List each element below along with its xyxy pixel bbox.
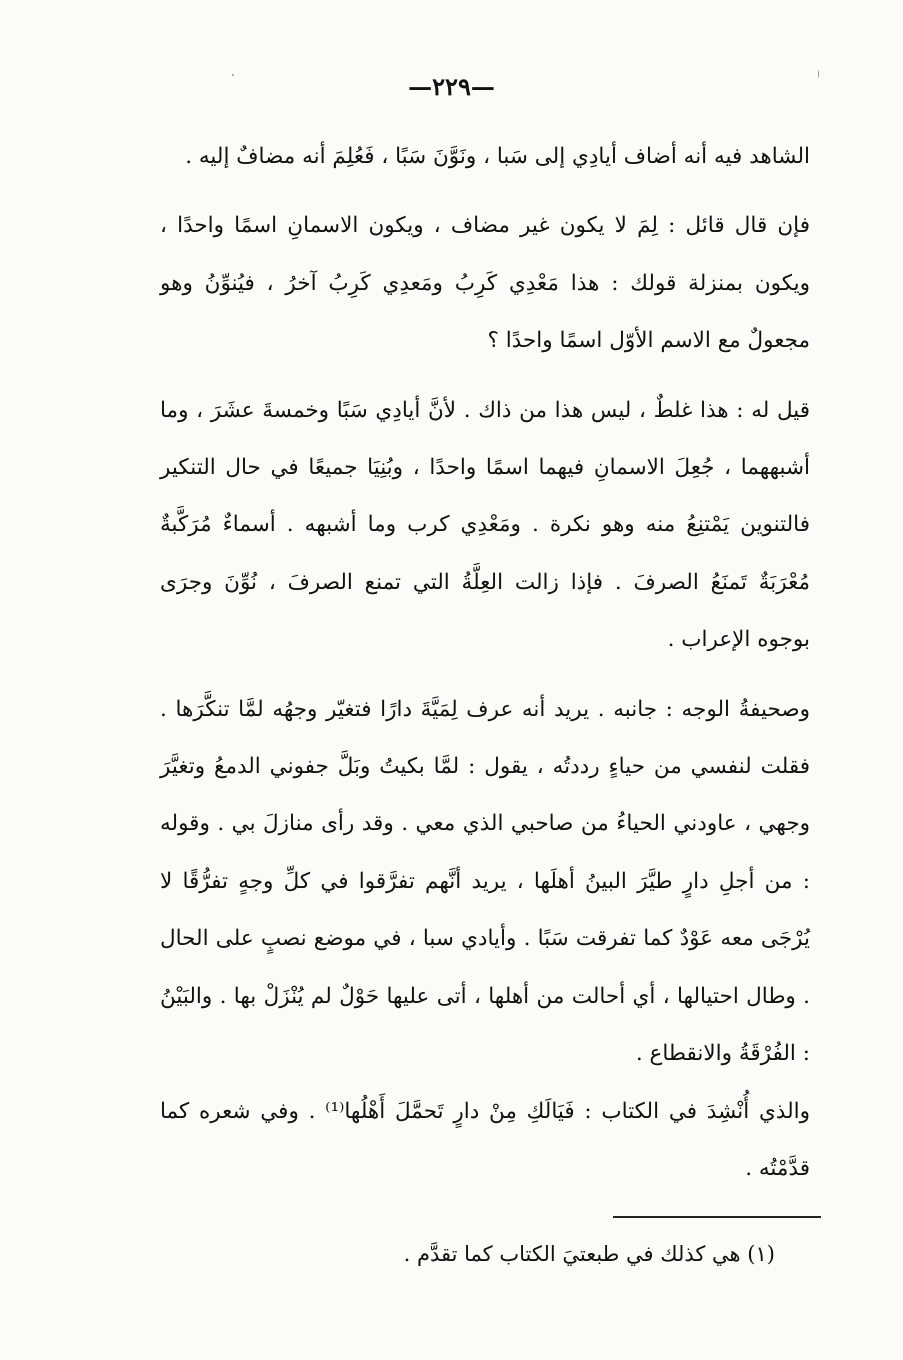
footnote-divider <box>613 1216 821 1218</box>
footnote: (١) هي كذلك في طبعتيَ الكتاب كما تقدَّم . <box>403 1242 775 1266</box>
scan-speck <box>232 74 234 76</box>
scan-speck <box>818 70 819 78</box>
paragraph-4: وصحيفةُ الوجه : جانبه . يريد أنه عرف لِمَيَّةَ دارًا فتغيّر وجهُه لمَّا تنكَّرَها . فقلت لنفسي من حياءٍ رددتُه ، يقول : لمَّا بكيتُ وبَلَّ جفوني الدمعُ وتغيَّرَ وجهي ، عاودني الحياءُ من صاحبي الذي معي . وقد رأى منازلَ بي . وقوله : من أجلِ دارٍ طيَّرَ البينُ أهلَها ، يريد أنَّهم تفرَّقوا في كلِّ وجهٍ تفرُّقًا لا يُرْجَى معه عَوْدٌ كما تفرقت سَبًا . وأيادي سبا ، في موضع نصبٍ على الحال . وطال احتيالها ، أي أحالت من أهلها ، أتى عليها حَوْلٌ لم يُنْزَلْ بها . والبَيْنُ : الفُرْقَةُ والانقطاع . <box>160 696 810 1067</box>
paragraph-5: والذي أُنْشِدَ في الكتاب : فَيَالَكِ مِنْ دارٍ تَحمَّلَ أَهْلُها⁽¹⁾ . وفي شعره كما قدَّمْتُه . <box>160 1098 810 1181</box>
page-number: —٢٢٩— <box>408 72 495 101</box>
main-text <box>160 128 810 1197</box>
paragraph-1: الشاهد فيه أنه أضاف أيادِي إلى سَبا ، ونَوَّنَ سَبًا ، فَعُلِمَ أنه مضافٌ إليه . <box>185 144 810 169</box>
paragraph-3: قيل له : هذا غلطٌ ، ليس هذا من ذاك . لأنَّ أيادِي سَبًا وخمسةَ عشَرَ ، وما أشبههما ، جُعِلَ الاسمانِ فيهما اسمًا واحدًا ، وبُنِيَا جميعًا في حال التنكير فالتنوين يَمْتنِعُ منه وهو نكرة . ومَعْدِي كرب وما أشبهه . أسماءٌ مُرَكَّبةٌ مُعْرَبَةٌ تَمنَعُ الصرفَ . فإذا زالت العِلَّةُ التي تمنع الصرفَ ، نُوِّنَ وجرَى بوجوه الإعراب . <box>160 397 810 653</box>
paragraph-2: فإن قال قائل : لِمَ لا يكون غير مضاف ، ويكون الاسمانِ اسمًا واحدًا ، ويكون بمنزلة قولك : هذا مَعْدِي كَرِبُ ومَعدِي كَرِبُ آخرُ ، فيُنوِّنُ وهو مجعولٌ مع الاسم الأوّل اسمًا واحدًا ؟ <box>160 213 810 354</box>
